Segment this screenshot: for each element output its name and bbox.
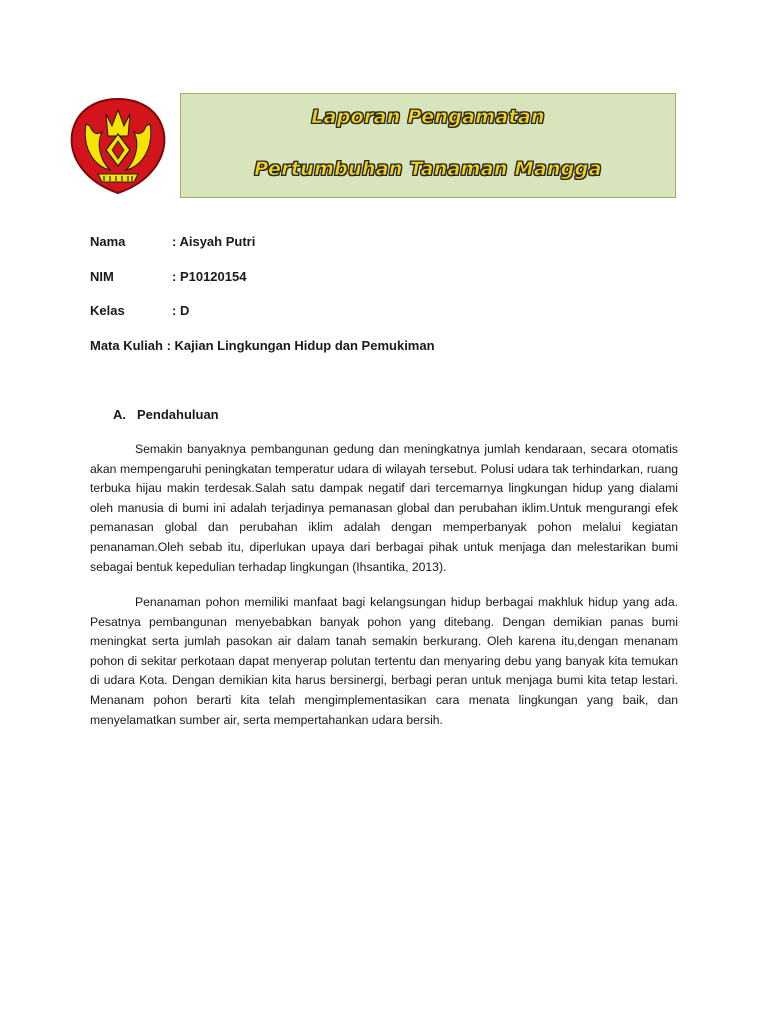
section-title: Pendahuluan bbox=[137, 407, 219, 422]
info-row-mata-kuliah bbox=[90, 338, 435, 354]
report-subtitle: Pertumbuhan Tanaman Mangga bbox=[254, 158, 602, 180]
kelas-value: : D bbox=[172, 303, 190, 318]
nama-value: : Aisyah Putri bbox=[172, 234, 256, 249]
nama-label: Nama bbox=[90, 234, 126, 249]
section-number: A. bbox=[113, 407, 126, 422]
university-emblem-icon bbox=[68, 96, 168, 196]
paragraph-1: Semakin banyaknya pembangunan gedung dan meningkatnya jumlah kendaraan, secara otomatis akan mempengaruhi peningkatan temperatur udara di wilayah tersebut. Polusi udara tak terhindarkan, ruang terbuka hijau makin terdesak.Salah satu dampak negatif dari tercemarnya lingkungan hidup yang dialami oleh manusia di bumi ini adalah terjadinya pemanasan global dan perubahan iklim.Untuk mengurangi efek pemanasan global dan perubahan iklim adalah dengan memperbanyak pohon melalui kegiatan penanaman.Oleh sebab itu, diperlukan upaya dari berbagai pihak untuk menjaga dan melestarikan bumi sebagai bentuk kepedulian terhadap lingkungan (Ihsantika, 2013). bbox=[90, 442, 678, 574]
mata-kuliah-text: Mata Kuliah : Kajian Lingkungan Hidup dan Pemukiman bbox=[90, 338, 435, 353]
report-title: Laporan Pengamatan bbox=[311, 106, 545, 128]
kelas-label: Kelas bbox=[90, 303, 125, 318]
title-box bbox=[180, 93, 676, 198]
nim-label: NIM bbox=[90, 269, 114, 284]
paragraph-2: Penanaman pohon memiliki manfaat bagi kelangsungan hidup berbagai makhluk hidup yang ada. Pesatnya pembangunan menyebabkan banyak pohon yang ditebang. Dengan demikian panas bumi meningkat serta jumlah pasokan air dalam tanah semakin berkurang. Oleh karena itu,dengan menanam pohon di sekitar perkotaan dapat menyerap polutan tertentu dan menyaring debu yang banyak kita temukan di udara Kota. Dengan demikian kita harus bersinergi, berbagi peran untuk menjaga bumi kita tetap lestari. Menanam pohon berarti kita telah mengimplementasikan cara menata lingkungan yang baik, dan menyelamatkan sumber air, serta mempertahankan udara bersih. bbox=[90, 595, 678, 727]
nim-value: : P10120154 bbox=[172, 269, 247, 284]
section-heading bbox=[113, 407, 219, 422]
